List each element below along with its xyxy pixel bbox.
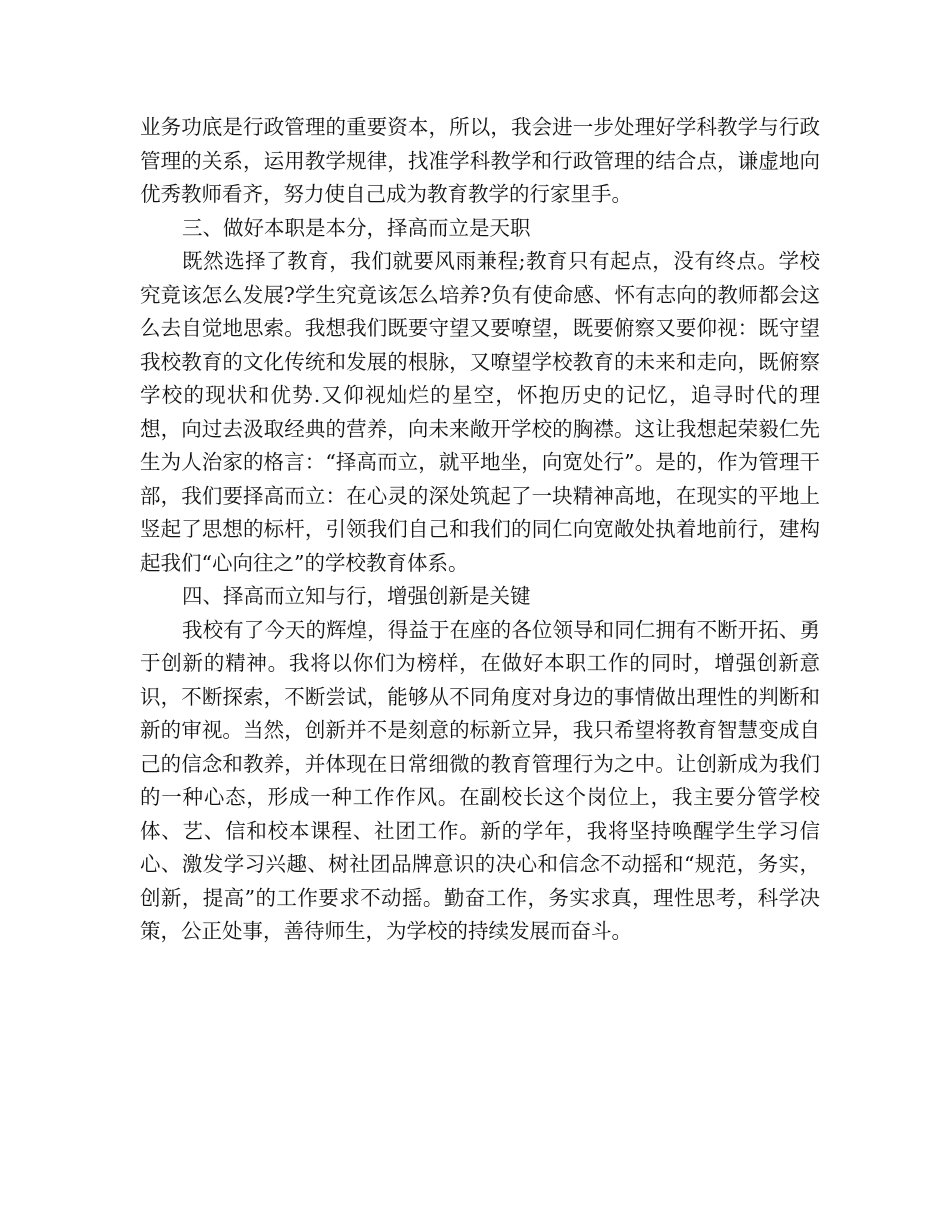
section-heading-4: 四、择高而立知与行，增强创新是关键	[182, 584, 531, 608]
section-heading-3: 三、做好本职是本分，择高而立是天职	[182, 215, 531, 240]
paragraph-section-3: 既然选择了教育，我们就要风雨兼程;教育只有起点，没有终点。学校究竟该怎么发展?学生究竟该怎么培养?负有使命感、怀有志向的教师都会这么去自觉地思索。我想我们既要守望又要嘹望，既要俯察又要仰视：既守望我校教育的文化传统和发展的根脉，又嘹望学校教育的未来和走向，既俯察学校的现状和优势.又仰视灿烂的星空，怀抱历史的记忆，追寻时代的理想，向过去汲取经典的营养，向未来敞开学校的胸襟。这让我想起荣毅仁先生为人治家的格言：“择高而立，就平地坐，向宽处行”。是的，作为管理干部，我们要择高而立：在心灵的深处筑起了一块精神高地，在现实的平地上竖起了思想的标杆，引领我们自己和我们的同仁向宽敞处执着地前行，建构起我们“心向往之”的学校教育体系。	[140, 249, 820, 575]
document-page	[140, 111, 820, 949]
paragraph-section-4: 我校有了今天的辉煌，得益于在座的各位领导和同仁拥有不断开拓、勇于创新的精神。我将以你们为榜样，在做好本职工作的同时，增强创新意识，不断探索，不断尝试，能够从不同角度对身边的事情做出理性的判断和新的审视。当然，创新并不是刻意的标新立异，我只希望将教育智慧变成自己的信念和教养，并体现在日常细微的教育管理行为之中。让创新成为我们的一种心态，形成一种工作作风。在副校长这个岗位上，我主要分管学校体、艺、信和校本课程、社团工作。新的学年，我将坚持唤醒学生学习信心、激发学习兴趣、树社团品牌意识的决心和信念不动摇和“规范，务实，创新，提高”的工作要求不动摇。勤奋工作，务实求真，理性思考，科学决策，公正处事，善待师生，为学校的持续发展而奋斗。	[140, 617, 820, 943]
paragraph-continuation: 业务功底是行政管理的重要资本，所以，我会进一步处理好学科教学与行政管理的关系，运用教学规律，找准学科教学和行政管理的结合点，谦虚地向优秀教师看齐，努力使自己成为教育教学的行家里手。	[140, 115, 820, 206]
